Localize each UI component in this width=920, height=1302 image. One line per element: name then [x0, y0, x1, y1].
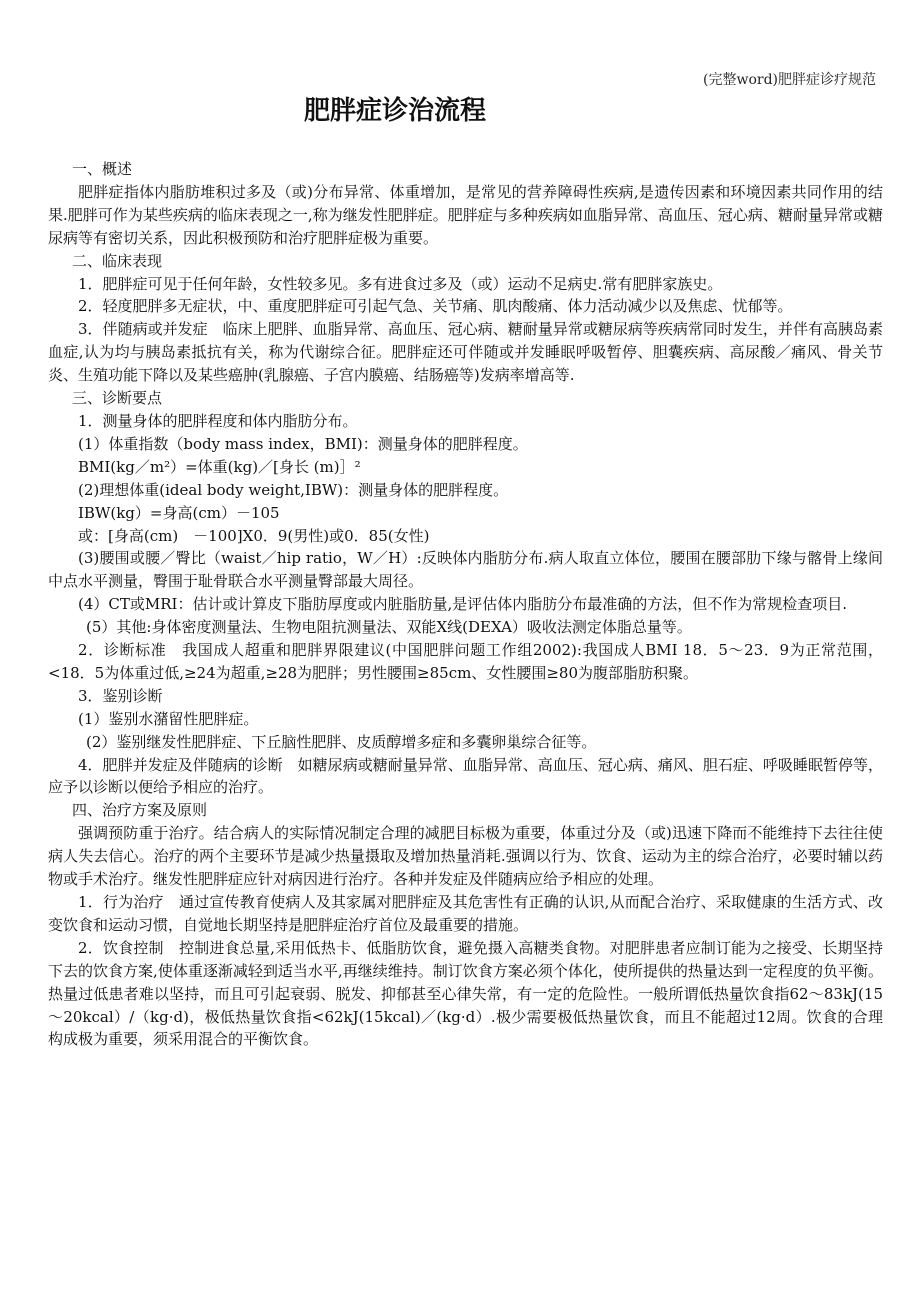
paragraph: 1．肥胖症可见于任何年龄，女性较多见。多有进食过多及（或）运动不足病史.常有肥胖家族史。 — [78, 274, 723, 293]
document-body — [48, 158, 883, 1051]
paragraph: 1．行为治疗 通过宣传教育使病人及其家属对肥胖症及其危害性有正确的认识,从而配合治疗、采取健康的生活方式、改变饮食和运动习惯，自觉地长期坚持是肥胖症治疗首位及最重要的措施。 — [48, 893, 883, 934]
paragraph: 3．鉴别诊断 — [78, 686, 163, 705]
paragraph: 1．测量身体的肥胖程度和体内脂肪分布。 — [78, 411, 358, 430]
paragraph: 3．伴随病或并发症 临床上肥胖、血脂异常、高血压、冠心病、糖耐量异常或糖尿病等疾病常同时发生，并伴有高胰岛素血症,认为均与胰岛素抵抗有关，称为代谢综合征。肥胖症还可伴随或并发睡眠呼吸暂停、胆囊疾病、高尿酸／痛风、骨关节炎、生殖功能下降以及某些癌肿(乳腺癌、子宫内膜癌、结肠癌等)发病率增高等. — [48, 320, 883, 385]
formula-bmi: BMI(kg／m²）=体重(kg)／[身长 (m)］² — [78, 457, 361, 476]
section-heading-treatment: 四、治疗方案及原则 — [72, 801, 208, 820]
paragraph: (4）CT或MRI：估计或计算皮下脂肪厚度或内脏脂肪量,是评估体内脂肪分布最准确的方法，但不作为常规检查项目. — [78, 595, 847, 614]
paragraph: 4．肥胖并发症及伴随病的诊断 如糖尿病或糖耐量异常、血脂异常、高血压、冠心病、痛风、胆石症、呼吸睡眠暂停等，应予以诊断以便给予相应的治疗。 — [48, 755, 883, 797]
section-heading-diagnosis: 三、诊断要点 — [72, 389, 163, 408]
paragraph: 强调预防重于治疗。结合病人的实际情况制定合理的减肥目标极为重要，体重过分及（或)迅速下降而不能维持下去往往使病人失去信心。治疗的两个主要环节是减少热量摄取及增加热量消耗.强调以行为、饮食、运动为主的综合治疗，必要时辅以药物或手术治疗。继发性肥胖症应针对病因进行治疗。各种并发症及伴随病应给予相应的处理。 — [48, 824, 883, 889]
paragraph: 肥胖症指体内脂肪堆积过多及（或)分布异常、体重增加，是常见的营养障碍性疾病,是遗传因素和环境因素共同作用的结果.肥胖可作为某些疾病的临床表现之一,称为继发性肥胖症。肥胖症与多种疾病如血脂异常、高血压、冠心病、糖耐量异常或糖尿病等有密切关系，因此积极预防和治疗肥胖症极为重要。 — [48, 182, 883, 247]
paragraph: (1）鉴别水潴留性肥胖症。 — [78, 709, 259, 728]
formula-ibw-alt: 或：[身高(cm) －100]X0．9(男性)或0．85(女性) — [78, 526, 430, 545]
paragraph: 2．诊断标准 我国成人超重和肥胖界限建议(中国肥胖问题工作组2002):我国成人BMI 18．5～23．9为正常范围，<18．5为体重过低,≥24为超重,≥28为肥胖；男性腰围≥85cm、女性腰围≥80为腹部脂肪积聚。 — [48, 641, 883, 682]
section-heading-clinical: 二、临床表现 — [72, 251, 163, 270]
paragraph: (2）鉴别继发性肥胖症、下丘脑性肥胖、皮质醇增多症和多囊卵巢综合征等。 — [86, 732, 597, 751]
running-header: (完整word)肥胖症诊疗规范 — [703, 72, 876, 88]
paragraph: (5）其他:身体密度测量法、生物电阻抗测量法、双能X线(DEXA）吸收法测定体脂总量等。 — [86, 618, 692, 637]
paragraph: (1）体重指数（body mass index，BMI)：测量身体的肥胖程度。 — [78, 434, 528, 453]
document-title: 肥胖症诊治流程 — [303, 96, 486, 126]
paragraph: (2)理想体重(ideal body weight,IBW)：测量身体的肥胖程度。 — [78, 480, 509, 499]
paragraph: 2．轻度肥胖多无症状，中、重度肥胖症可引起气急、关节痛、肌肉酸痛、体力活动减少以及焦虑、忧郁等。 — [78, 297, 793, 316]
paragraph: 2．饮食控制 控制进食总量,采用低热卡、低脂肪饮食，避免摄入高糖类食物。对肥胖患者应制订能为之接受、长期坚持下去的饮食方案,使体重逐渐减轻到适当水平,再继续维持。制订饮食方案必须个体化，使所提供的热量达到一定程度的负平衡。热量过低患者难以坚持，而且可引起衰弱、脱发、抑郁甚至心律失常，有一定的危险性。一般所谓低热量饮食指62～83kJ(15～20kcal）/（kg·d)，极低热量饮食指<62kJ(15kcal)／(kg·d）.极少需要极低热量饮食，而且不能超过12周。饮食的合理构成极为重要，须采用混合的平衡饮食。 — [48, 938, 883, 1049]
paragraph: (3)腰围或腰／臀比（waist／hip ratio，W／H）:反映体内脂肪分布.病人取直立体位，腰围在腰部肋下缘与髂骨上缘间中点水平测量，臀围于耻骨联合水平测量臀部最大周径。 — [48, 549, 883, 591]
formula-ibw: IBW(kg）=身高(cm）－105 — [78, 503, 280, 522]
section-heading-overview: 一、概述 — [72, 160, 133, 178]
